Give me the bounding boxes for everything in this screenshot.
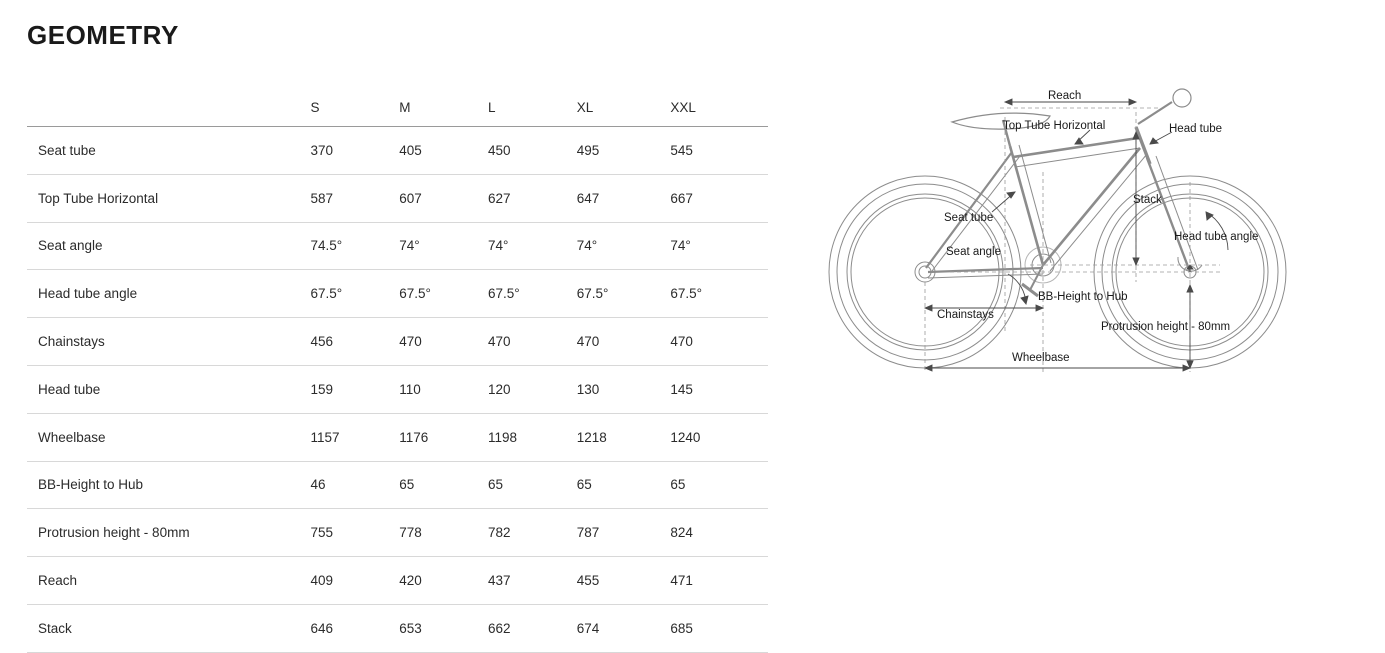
cell-l: 74° xyxy=(488,222,577,270)
cell-xl: 455 xyxy=(577,557,671,605)
cell-xxl: 74° xyxy=(670,222,768,270)
table-row xyxy=(27,174,768,222)
label-top-tube-horizontal: Top Tube Horizontal xyxy=(1003,120,1106,132)
table-row xyxy=(27,461,768,509)
cell-xxl: 67.5° xyxy=(670,270,768,318)
cell-xl: 130 xyxy=(577,365,671,413)
cell-xl: 495 xyxy=(577,127,671,175)
cell-m: 405 xyxy=(399,127,488,175)
cell-l: 65 xyxy=(488,461,577,509)
cell-xxl: 145 xyxy=(670,365,768,413)
handlebar-grip xyxy=(1173,89,1191,107)
chainstay-arrow-right xyxy=(1036,305,1043,311)
table-row xyxy=(27,365,768,413)
column-header-m: M xyxy=(399,88,488,127)
cell-m: 607 xyxy=(399,174,488,222)
table-header-row xyxy=(27,88,768,127)
cell-xxl: 470 xyxy=(670,318,768,366)
cell-xxl: 824 xyxy=(670,509,768,557)
label-reach: Reach xyxy=(1048,90,1082,102)
cell-xl: 1218 xyxy=(577,413,671,461)
cell-m: 1176 xyxy=(399,413,488,461)
cell-xl: 674 xyxy=(577,604,671,652)
cell-xl: 67.5° xyxy=(577,270,671,318)
seat-angle-arrow xyxy=(1021,296,1028,304)
stem-line xyxy=(1138,102,1172,124)
cell-s: 74.5° xyxy=(311,222,400,270)
cell-l: 1198 xyxy=(488,413,577,461)
cell-l: 67.5° xyxy=(488,270,577,318)
row-label: Head tube angle xyxy=(27,270,311,318)
table-body xyxy=(27,127,768,653)
cell-s: 46 xyxy=(311,461,400,509)
cell-m: 65 xyxy=(399,461,488,509)
table-row xyxy=(27,127,768,175)
row-label: Top Tube Horizontal xyxy=(27,174,311,222)
label-seat-angle: Seat angle xyxy=(946,246,1001,258)
row-label: Protrusion height - 80mm xyxy=(27,509,311,557)
row-label: Seat angle xyxy=(27,222,311,270)
top-tube-line xyxy=(1013,138,1138,157)
label-protrusion-height: Protrusion height - 80mm xyxy=(1101,321,1231,333)
protrusion-arrow-top xyxy=(1187,285,1193,292)
chainstay-arrow-left xyxy=(925,305,932,311)
cell-s: 646 xyxy=(311,604,400,652)
column-header-xxl: XXL xyxy=(670,88,768,127)
label-stack: Stack xyxy=(1133,194,1162,206)
table-row xyxy=(27,270,768,318)
reach-arrow-left xyxy=(1005,99,1012,105)
cell-m: 653 xyxy=(399,604,488,652)
cell-m: 778 xyxy=(399,509,488,557)
cell-xl: 647 xyxy=(577,174,671,222)
cell-m: 67.5° xyxy=(399,270,488,318)
cell-xl: 74° xyxy=(577,222,671,270)
row-label: Seat tube xyxy=(27,127,311,175)
cell-xl: 470 xyxy=(577,318,671,366)
cell-s: 67.5° xyxy=(311,270,400,318)
cell-s: 1157 xyxy=(311,413,400,461)
seat-tube-arrow xyxy=(1007,192,1015,198)
reach-arrow-right xyxy=(1129,99,1136,105)
table-row xyxy=(27,509,768,557)
page-title: GEOMETRY xyxy=(27,20,179,50)
cell-l: 120 xyxy=(488,365,577,413)
label-head-tube-angle: Head tube angle xyxy=(1174,231,1259,243)
chainstay-line-2 xyxy=(928,274,1043,278)
cell-s: 370 xyxy=(311,127,400,175)
cell-l: 437 xyxy=(488,557,577,605)
table-header xyxy=(27,88,768,127)
fork-line xyxy=(1147,158,1190,272)
cell-xxl: 667 xyxy=(670,174,768,222)
wheelbase-arrow-left xyxy=(925,365,932,371)
column-header-s: S xyxy=(311,88,400,127)
label-seat-tube: Seat tube xyxy=(944,212,994,224)
top-tube-arrow xyxy=(1075,138,1083,144)
row-label: Wheelbase xyxy=(27,413,311,461)
row-label: BB-Height to Hub xyxy=(27,461,311,509)
cell-s: 159 xyxy=(311,365,400,413)
cell-xxl: 685 xyxy=(670,604,768,652)
table-row xyxy=(27,318,768,366)
bike-geometry-diagram xyxy=(800,72,1360,402)
column-header-xl: XL xyxy=(577,88,671,127)
table-row xyxy=(27,222,768,270)
cell-l: 450 xyxy=(488,127,577,175)
label-bb-height-to-hub: BB-Height to Hub xyxy=(1038,291,1128,303)
stack-arrow-bottom xyxy=(1133,258,1139,265)
fork-line-2 xyxy=(1156,156,1198,270)
table-row xyxy=(27,604,768,652)
row-label: Reach xyxy=(27,557,311,605)
head-tube-arrow xyxy=(1150,138,1158,144)
cell-m: 110 xyxy=(399,365,488,413)
row-label: Stack xyxy=(27,604,311,652)
label-head-tube: Head tube xyxy=(1169,123,1223,135)
table-row xyxy=(27,413,768,461)
top-tube-line-2 xyxy=(1015,148,1140,167)
cell-l: 662 xyxy=(488,604,577,652)
cell-xxl: 1240 xyxy=(670,413,768,461)
down-tube-line-2 xyxy=(1050,154,1147,271)
column-header-measure xyxy=(27,88,311,127)
cell-l: 470 xyxy=(488,318,577,366)
row-label: Head tube xyxy=(27,365,311,413)
cell-m: 74° xyxy=(399,222,488,270)
label-chainstays: Chainstays xyxy=(937,309,994,321)
cell-s: 587 xyxy=(311,174,400,222)
cell-m: 470 xyxy=(399,318,488,366)
cell-m: 420 xyxy=(399,557,488,605)
cell-l: 627 xyxy=(488,174,577,222)
cell-s: 755 xyxy=(311,509,400,557)
cell-l: 782 xyxy=(488,509,577,557)
down-tube-line xyxy=(1043,148,1140,265)
geometry-table xyxy=(27,88,768,653)
cell-s: 456 xyxy=(311,318,400,366)
row-label: Chainstays xyxy=(27,318,311,366)
cell-s: 409 xyxy=(311,557,400,605)
cell-xxl: 545 xyxy=(670,127,768,175)
cell-xl: 787 xyxy=(577,509,671,557)
head-angle-arrow xyxy=(1206,212,1213,220)
label-wheelbase: Wheelbase xyxy=(1012,352,1070,364)
column-header-l: L xyxy=(488,88,577,127)
cell-xxl: 471 xyxy=(670,557,768,605)
table-row xyxy=(27,557,768,605)
cell-xl: 65 xyxy=(577,461,671,509)
cell-xxl: 65 xyxy=(670,461,768,509)
